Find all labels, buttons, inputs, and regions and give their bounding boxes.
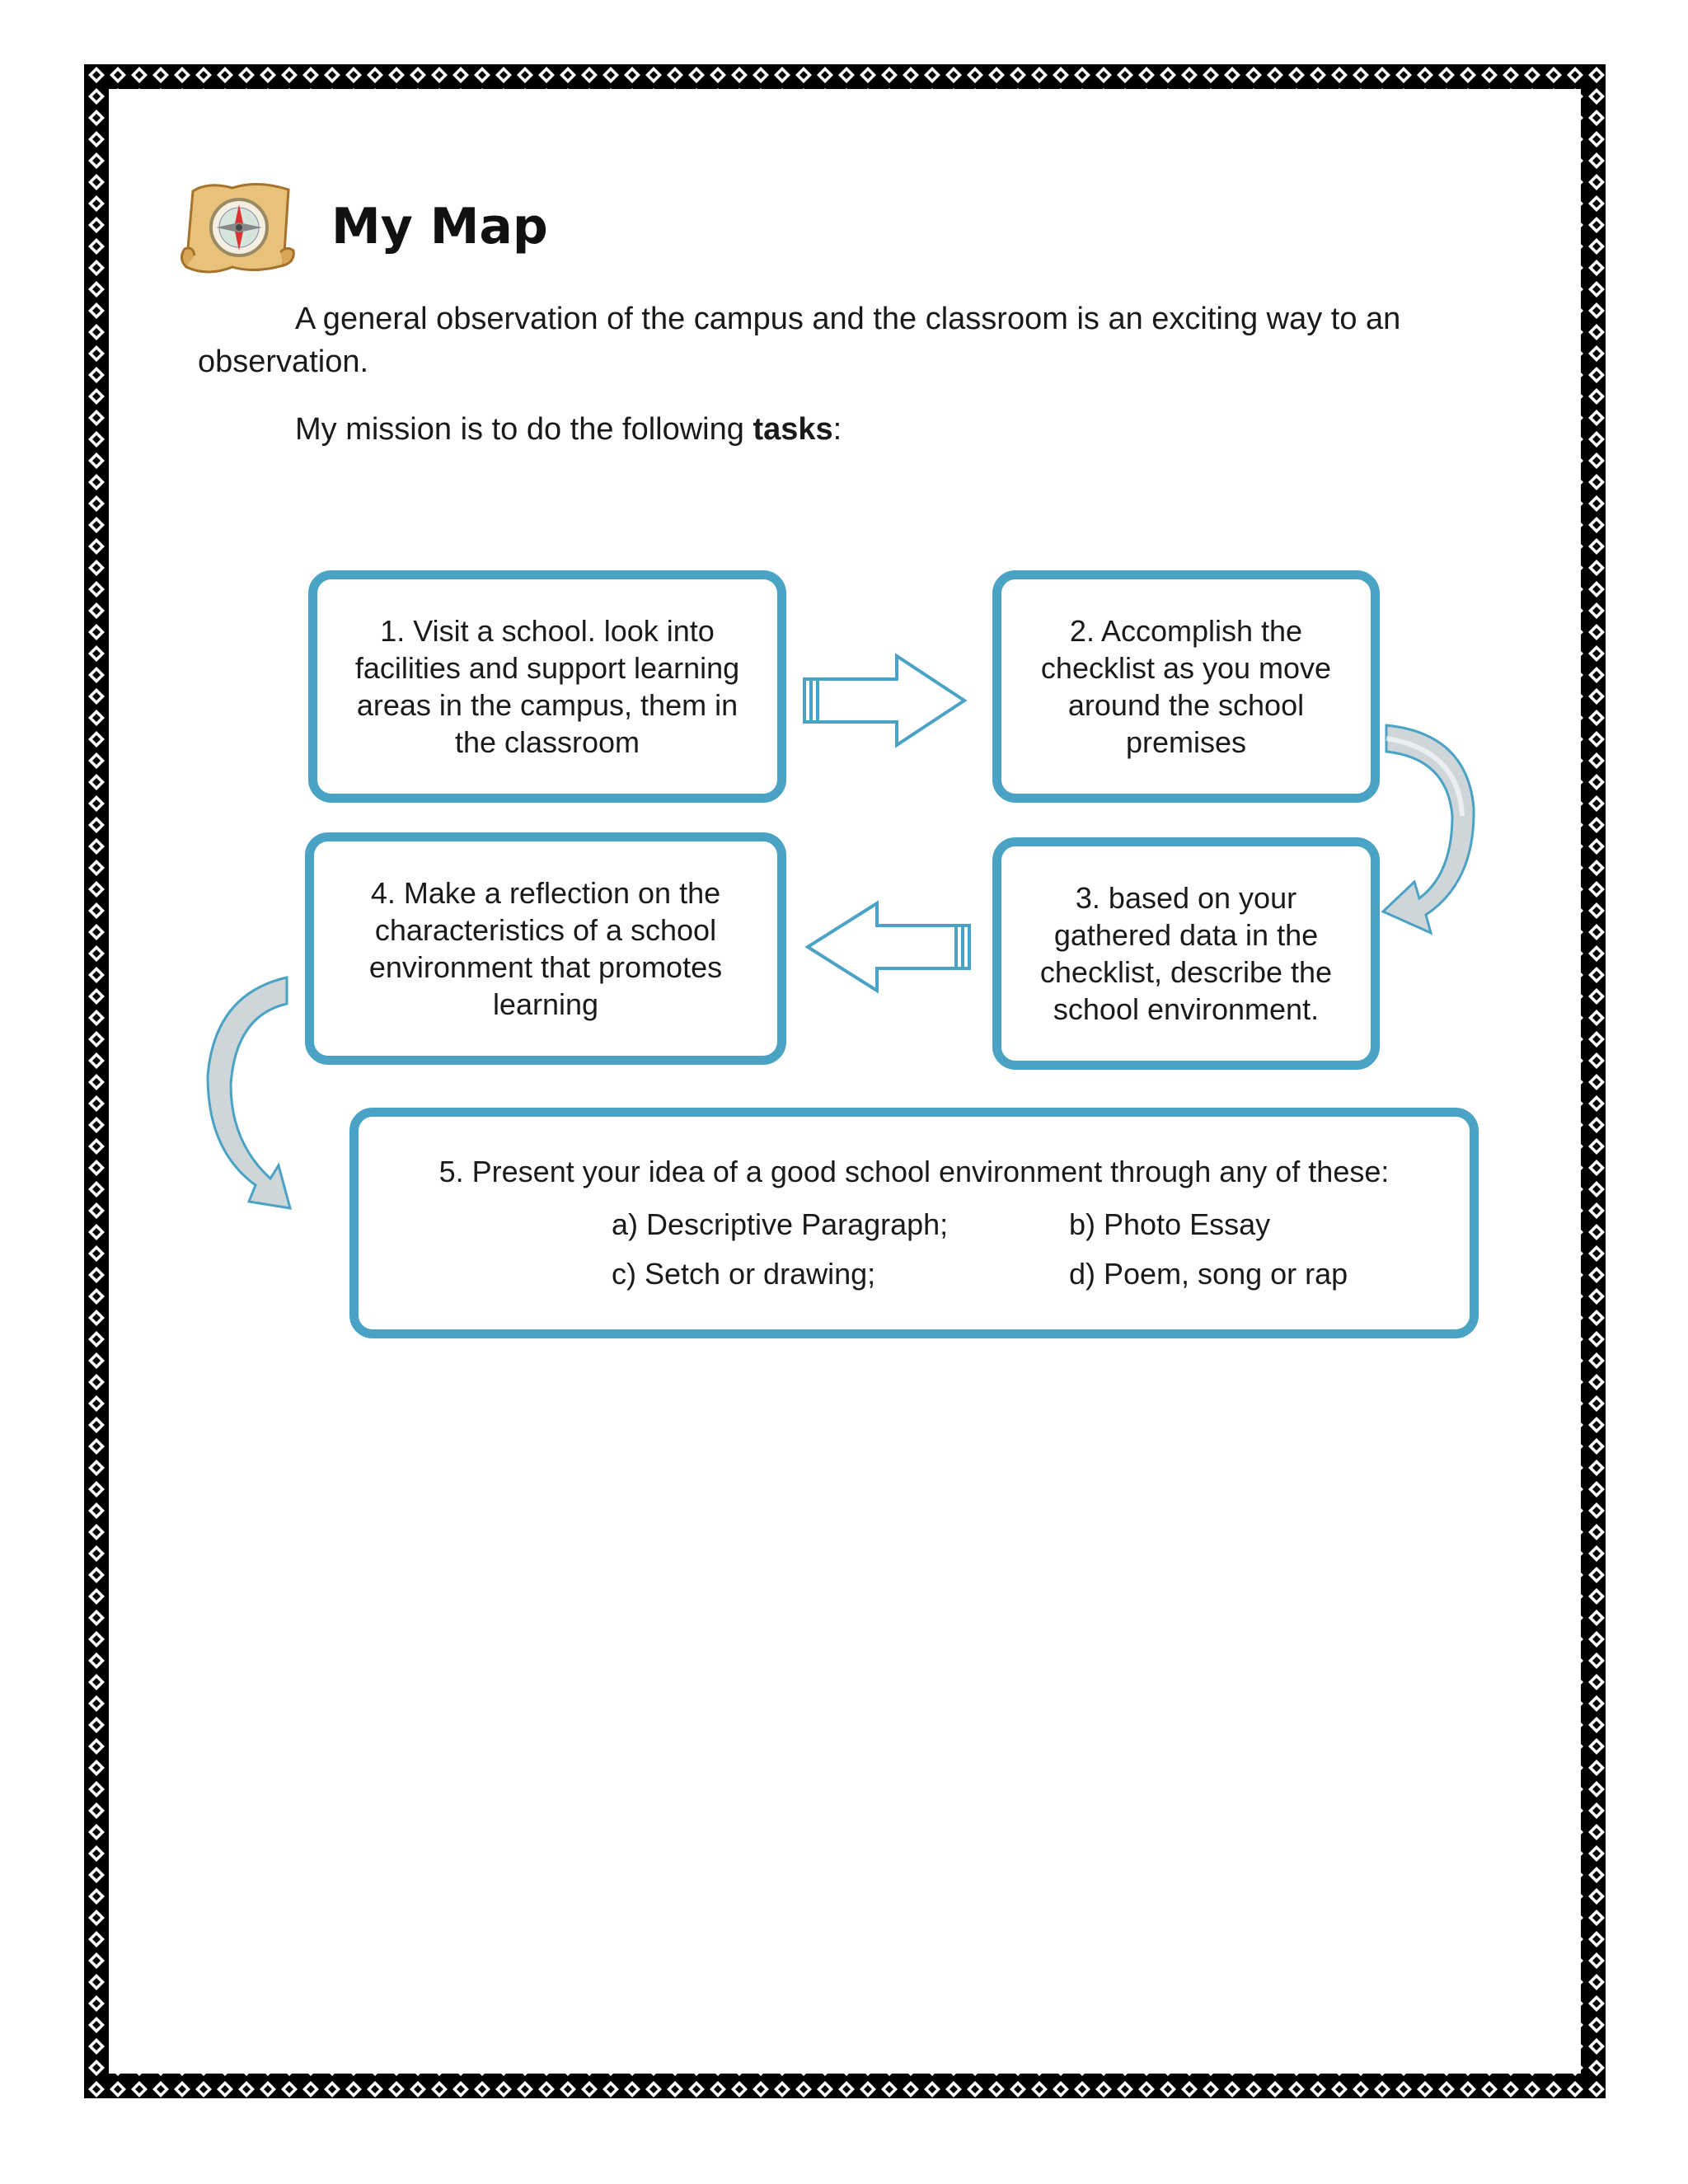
map-compass-icon	[175, 176, 303, 284]
task-4-line: environment that promotes	[368, 950, 723, 984]
task-1-line: 1. Visit a school. look into	[380, 614, 715, 648]
task-box-1	[308, 570, 786, 803]
task-2-line: around the school	[1067, 688, 1305, 722]
option-b: b) Photo Essay	[1069, 1207, 1271, 1241]
option-a: a) Descriptive Paragraph;	[612, 1207, 949, 1241]
task-1-line: areas in the campus, them in	[356, 688, 738, 722]
task-4-line: characteristics of a school	[374, 913, 717, 947]
task-1-line: facilities and support learning	[354, 651, 740, 685]
task-box-4	[305, 832, 786, 1065]
task-box-3	[992, 837, 1380, 1070]
mission-prefix: My mission is to do the following	[295, 412, 753, 447]
intro-text-line2: observation.	[198, 344, 369, 379]
mission-bold: tasks	[753, 412, 833, 447]
task-2-line: checklist as you move	[1040, 651, 1332, 685]
intro-text-line1: A general observation of the campus and the classroom is an exciting way to an	[295, 302, 1401, 336]
mission-suffix: :	[832, 412, 842, 447]
task-3-line: 3. based on your	[1075, 881, 1297, 915]
curved-arrow-down-icon	[198, 969, 297, 1233]
task-4-line: 4. Make a reflection on the	[370, 876, 721, 910]
task-3-line: school environment.	[1053, 992, 1320, 1026]
task-2-line: premises	[1125, 725, 1247, 759]
arrow-left-icon	[801, 898, 976, 996]
arrow-right-icon	[799, 651, 973, 750]
task-box-5	[349, 1108, 1479, 1338]
option-c: c) Setch or drawing;	[612, 1257, 876, 1291]
task-3-line: checklist, describe the	[1039, 955, 1333, 989]
page-title: My Map	[331, 198, 548, 255]
task-3-line: gathered data in the	[1053, 918, 1319, 952]
task-5-main-text: 5. Present your idea of a good school environment through any of these:	[438, 1155, 1390, 1188]
task-box-2	[992, 570, 1380, 803]
curved-arrow-down-icon	[1376, 717, 1484, 956]
task-1-line: the classroom	[454, 725, 640, 759]
task-2-line: 2. Accomplish the	[1069, 614, 1303, 648]
task-4-line: learning	[492, 987, 599, 1021]
mission-text	[295, 412, 842, 448]
option-d: d) Poem, song or rap	[1069, 1257, 1348, 1291]
